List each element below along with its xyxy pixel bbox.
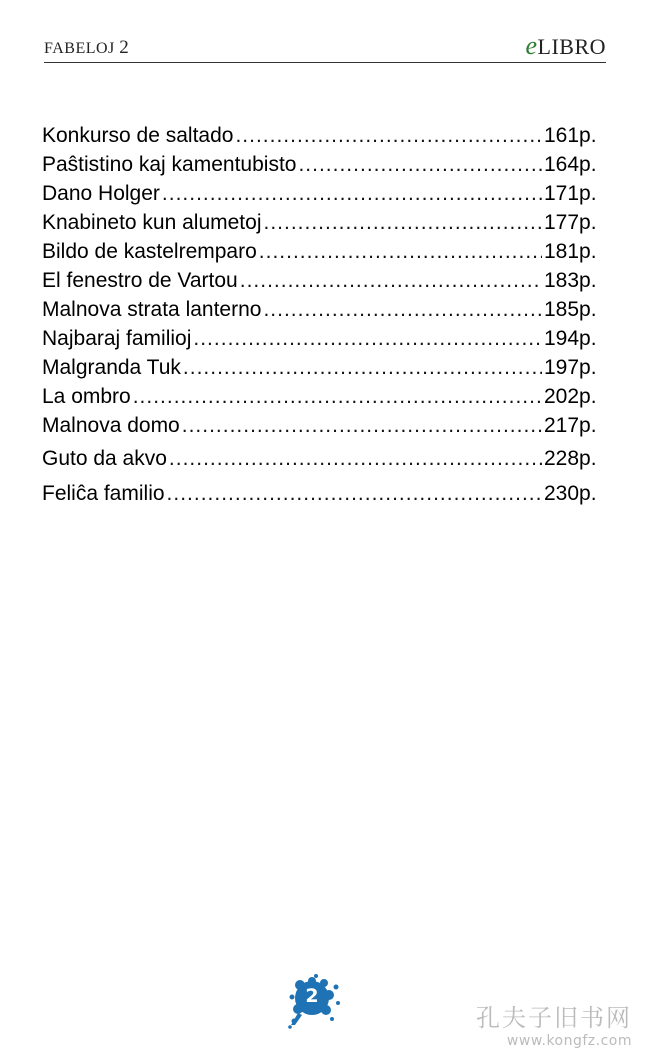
toc-leader-dots — [235, 124, 542, 148]
toc-entry[interactable] — [42, 327, 604, 356]
toc-leader-dots — [182, 414, 542, 438]
toc-entry[interactable] — [42, 385, 604, 414]
toc-entry-page: 164p. — [544, 153, 597, 176]
page-header — [44, 31, 606, 63]
toc-leader-dots — [259, 240, 542, 264]
page-number-badge — [286, 973, 344, 1031]
toc-entry[interactable] — [42, 211, 604, 240]
toc-entry-title: Paŝtistino kaj kamentubisto — [42, 153, 297, 176]
toc-entry-page: 197p. — [544, 356, 597, 379]
book-volume-number: 2 — [119, 37, 130, 58]
toc-entry-title: Malnova domo — [42, 414, 180, 437]
toc-entry-page: 228p. — [544, 447, 597, 470]
toc-entry-title: Konkurso de saltado — [42, 124, 234, 147]
toc-entry-title: Malgranda Tuk — [42, 356, 181, 379]
toc-entry[interactable] — [42, 356, 604, 385]
toc-entry-title: Feliĉa familio — [42, 482, 165, 505]
toc-entry[interactable] — [42, 182, 604, 211]
toc-entry-title: La ombro — [42, 385, 131, 408]
toc-leader-dots — [264, 211, 543, 235]
toc-entry[interactable] — [42, 153, 604, 182]
toc-entry-page: 202p. — [544, 385, 597, 408]
toc-entry-title: Malnova strata lanterno — [42, 298, 262, 321]
toc-leader-dots — [193, 327, 542, 351]
toc-leader-dots — [298, 153, 542, 177]
toc-entry-title: Najbaraj familioj — [42, 327, 192, 350]
toc-entry-page: 217p. — [544, 414, 597, 437]
toc-entry-page: 161p. — [544, 124, 597, 147]
watermark — [476, 998, 632, 1049]
brand-logo-e: e — [525, 31, 538, 60]
brand-logo — [525, 31, 606, 61]
book-title-text: FABELOJ — [44, 40, 115, 57]
page-number: 2 — [305, 985, 319, 1007]
toc-entry[interactable] — [42, 124, 604, 153]
toc-entry-title: Dano Holger — [42, 182, 160, 205]
toc-leader-dots — [133, 385, 542, 409]
toc-entry-page: 177p. — [544, 211, 597, 234]
toc-entry-page: 183p. — [544, 269, 597, 292]
watermark-chinese: 孔夫子旧书网 — [476, 1004, 632, 1032]
toc-entry-page: 185p. — [544, 298, 597, 321]
toc-leader-dots — [240, 269, 542, 293]
toc-entry[interactable] — [42, 447, 604, 482]
toc-leader-dots — [263, 298, 542, 322]
toc-entry[interactable] — [42, 414, 604, 447]
toc-entry-page: 181p. — [544, 240, 597, 263]
toc-entry[interactable] — [42, 298, 604, 327]
toc-entry-title: Bildo de kastelremparo — [42, 240, 257, 263]
book-title — [44, 37, 129, 59]
toc-leader-dots — [169, 447, 542, 471]
toc-entry[interactable] — [42, 482, 604, 511]
toc-entry[interactable] — [42, 240, 604, 269]
toc-leader-dots — [162, 182, 542, 206]
toc-entry-title: El fenestro de Vartou — [42, 269, 238, 292]
table-of-contents — [42, 124, 604, 511]
toc-leader-dots — [183, 356, 542, 380]
toc-entry-page: 194p. — [544, 327, 597, 350]
toc-entry-title: Guto da akvo — [42, 447, 167, 470]
toc-entry-title: Knabineto kun alumetoj — [42, 211, 262, 234]
toc-entry-page: 230p. — [544, 482, 597, 505]
toc-leader-dots — [167, 482, 542, 506]
watermark-url: www.kongfz.com — [506, 1033, 632, 1049]
toc-entry-page: 171p. — [544, 182, 597, 205]
toc-entry[interactable] — [42, 269, 604, 298]
brand-logo-text: LIBRO — [537, 34, 606, 59]
